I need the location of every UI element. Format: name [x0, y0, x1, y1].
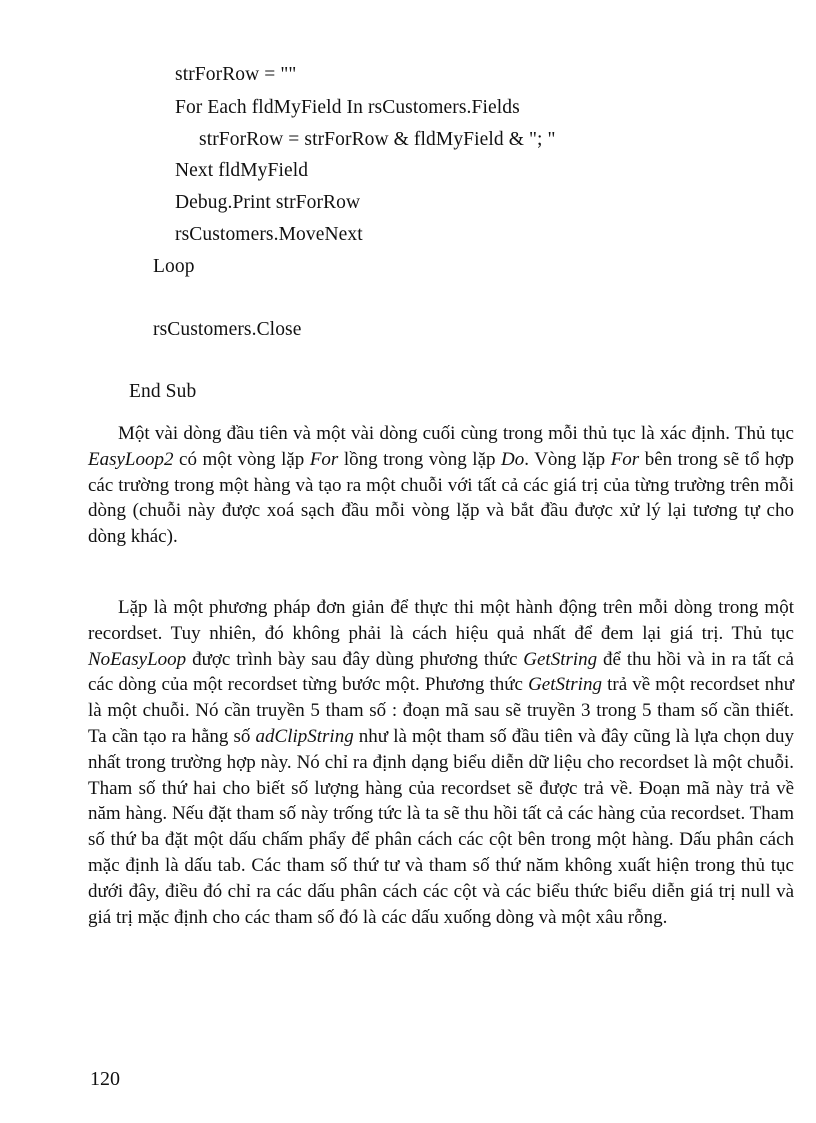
paragraph-text: lồng trong vòng lặp [338, 448, 502, 470]
body-paragraph [88, 595, 794, 930]
paragraph-text: trả về một recordset như là một chuỗi. Nó cần truyền 5 tham số : đoạn mã sau sẽ truyền 3 trong 5 tham số cần thiết. Ta cần tạo ra hằng số [88, 674, 794, 747]
code-line: For Each fldMyField In rsCustomers.Fields [175, 97, 520, 118]
italic-term: For [309, 448, 339, 470]
code-line: Next fldMyField [175, 160, 309, 181]
code-line: End Sub [129, 381, 197, 402]
italic-term: GetString [528, 674, 602, 696]
code-line: rsCustomers.MoveNext [175, 224, 363, 245]
paragraph-text: như là một tham số đầu tiên và đây cũng là lựa chọn duy nhất trong trường hợp này. Nó chỉ ra định dạng biểu diễn dữ liệu cho recordset là một chuỗi. Tham số thứ hai cho biết số lượng hàng của recordset sẽ được trả về. Đoạn mã này trả về năm hàng. Nếu đặt tham số này trống tức là ta sẽ thu hồi tất cả các hàng của recordset. Tham số thứ ba đặt một dấu chấm phẩy để phân cách các cột bên trong một hàng. Dấu phân cách mặc định là dấu tab. Các tham số thứ tư và tham số thứ năm không xuất hiện trong thủ tục dưới đây, điều đó chỉ ra các dấu phân cách các cột và các biểu thức biểu diễn giá trị null và giá trị mặc định cho các tham số đó là các dấu xuống dòng và một xâu rỗng. [88, 725, 794, 928]
code-line: Debug.Print strForRow [175, 192, 361, 213]
italic-term: Do [501, 448, 525, 470]
paragraph-text: có một vòng lặp [173, 448, 310, 470]
code-line: Loop [153, 256, 195, 277]
paragraph-text: . Vòng lặp [524, 448, 611, 470]
paragraph-text: Một vài dòng đầu tiên và một vài dòng cuối cùng trong mỗi thủ tục là xác định. Thủ tục [118, 423, 794, 444]
code-line: rsCustomers.Close [153, 319, 302, 340]
body-paragraph [88, 421, 794, 550]
italic-term: NoEasyLoop [88, 648, 187, 670]
page-number: 120 [90, 1068, 120, 1090]
italic-term: For [610, 448, 640, 470]
italic-term: adClipString [255, 725, 354, 747]
italic-term: EasyLoop2 [88, 448, 174, 470]
italic-term: GetString [523, 648, 598, 670]
paragraph-text: được trình bày sau đây dùng phương thức [186, 648, 524, 670]
paragraph-text: để thu hồi và in ra tất cả các dòng của một recordset từng bước một. Phương thức [88, 648, 794, 696]
paragraph-text: Lặp là một phương pháp đơn giản để thực thi một hành động trên mỗi dòng trong một recordset. Tuy nhiên, đó không phải là cách hiệu quả nhất để đem lại giá trị. Thủ tục [88, 597, 794, 644]
code-line: strForRow = strForRow & fldMyField & "; " [199, 129, 556, 150]
code-line: strForRow = "" [175, 64, 297, 85]
paragraph-text: bên trong sẽ tổ hợp các trường trong một hàng và tạo ra một chuỗi với tất cả các giá trị của từng trường trên mỗi dòng (chuỗi này được xoá sạch đầu mỗi vòng lặp và bắt đầu được xử lý lại tương tự cho dòng khác). [88, 448, 795, 548]
